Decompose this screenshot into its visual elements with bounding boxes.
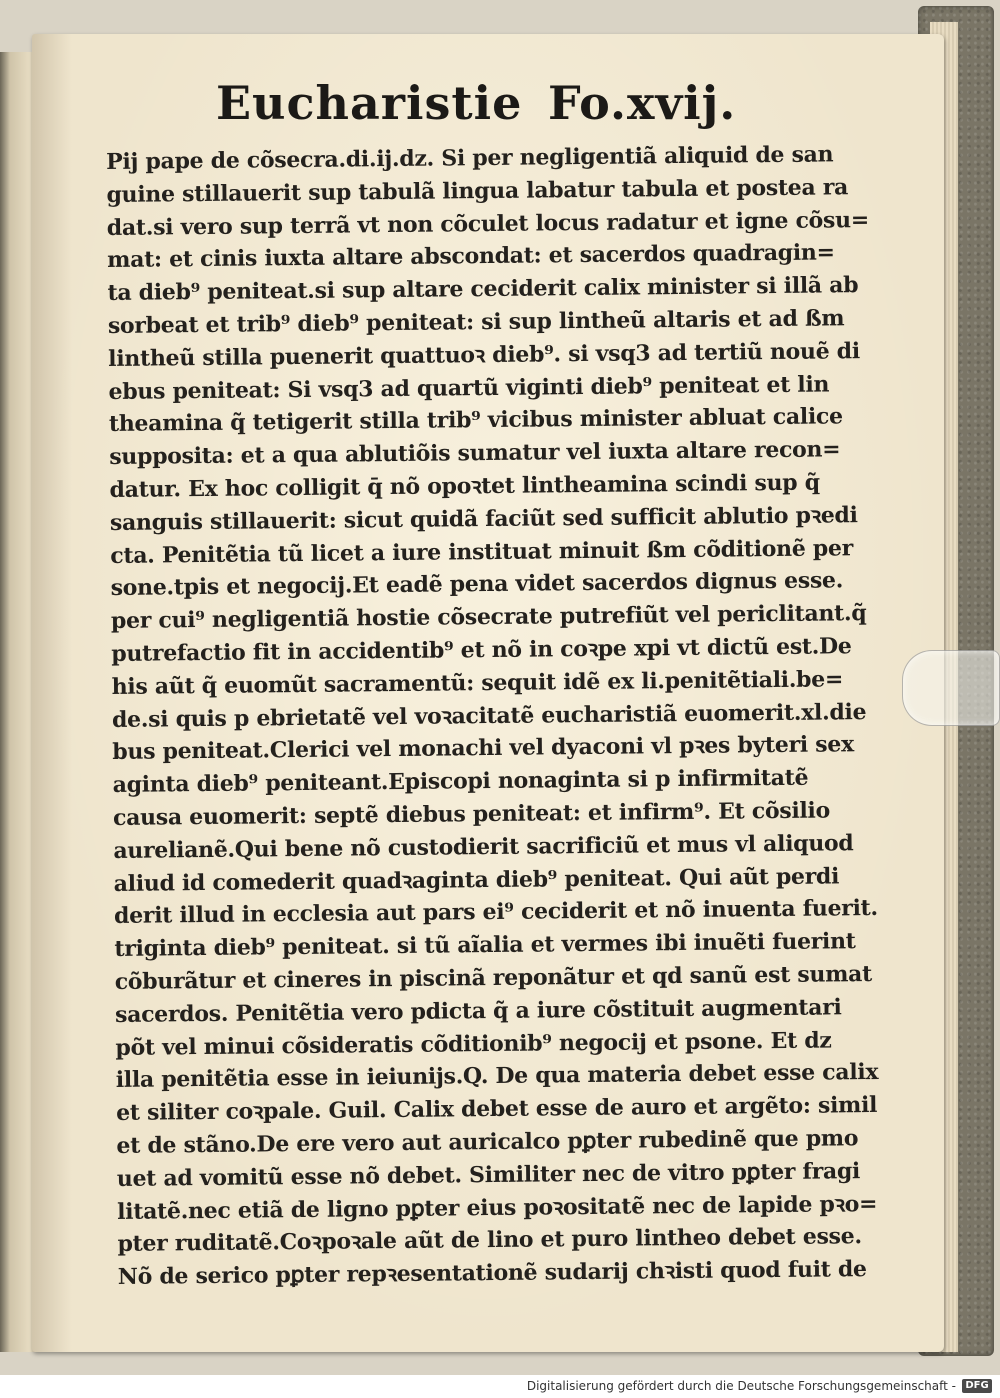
page-header [216, 76, 737, 136]
text-line: Nõ de serico pꝑter repꝛesentationẽ sudarij chꝛisti quod fuit de [117, 1256, 867, 1291]
text-line: dat.si vero sup terrã vt non cõculet locus radatur et igne cõsu= [106, 206, 870, 241]
text-line: causa euomerit: septẽ diebus peniteat: et infirm⁹. Et cõsilio [112, 797, 831, 831]
text-line: aurelianẽ.Qui bene nõ custodierit sacrificiũ et mus vl aliquod [113, 829, 854, 864]
text-line: sanguis stillauerit: sicut quidã faciũt sed sufficit ablutio pꝛedi [109, 501, 858, 536]
text-line: bus peniteat.Clerici vel monachi vel dyaconi vl pꝛes byteri sex [112, 731, 854, 766]
text-line: sorbeat et trib⁹ dieb⁹ peniteat: si sup lintheũ altaris et ad ßm [107, 305, 845, 339]
text-line: sone.tpis et negocij.Et eadẽ pena videt sacerdos dignus esse. [110, 567, 844, 602]
text-line: et de stãno.De ere vero aut auricalco pꝑter rubedinẽ que pmo [116, 1125, 859, 1159]
text-line: cõburãtur et cineres in piscinã reponãtur et qd sanũ est sumat [114, 960, 873, 995]
dfg-logo: DFG [962, 1379, 992, 1393]
text-line: aginta dieb⁹ peniteant.Episcopi nonaginta si p infirmitatẽ [112, 764, 809, 799]
running-title: Eucharistie [216, 76, 523, 130]
text-line: ebus peniteat: Si vsq3 ad quartũ viginti dieb⁹ peniteat et lin [108, 371, 830, 405]
text-line: per cui⁹ negligentiã hostie cõsecrate putrefiũt vel periclitant.q̃ [110, 600, 867, 635]
text-line: derit illud in ecclesia aut pars ei⁹ ceciderit et nõ inuenta fuerit. [113, 895, 878, 930]
digitization-credit: Digitalisierung gefördert durch die Deutsche Forschungsgemeinschaft - [526, 1379, 956, 1393]
text-line: litatẽ.nec etiã de ligno pꝑter eius poꝛositatẽ nec de lapide pꝛo= [117, 1190, 878, 1225]
text-line: sacerdos. Penitẽtia vero pdicta q̃ a iure cõstituit augmentari [114, 994, 842, 1028]
text-line: aliud id comederit quadꝛaginta dieb⁹ peniteat. Qui aũt perdi [113, 862, 840, 897]
footer-bar [0, 1375, 1000, 1398]
text-line: supposita: et a qua ablutiõis sumatur vel iuxta altare recon= [109, 436, 841, 471]
text-line: mat: et cinis iuxta altare abscondat: et sacerdos quadragin= [107, 239, 835, 274]
text-line: lintheũ stilla puenerit quattuoꝛ dieb⁹. si vsq3 ad tertiũ nouẽ di [108, 337, 861, 372]
text-line: guine stillauerit sup tabulã lingua labatur tabula et postea ra [106, 174, 849, 208]
text-line: ta dieb⁹ peniteat.si sup altare ceciderit calix minister si illã ab [107, 272, 859, 307]
text-line: putrefactio fit in accidentib⁹ et nõ in coꝛpe xpi vt dictũ est.De [111, 633, 852, 667]
text-line: illa penitẽtia esse in ieiunijs.Q. De qua materia debet esse calix [115, 1059, 879, 1094]
text-block [106, 139, 879, 1294]
folio-number: Fo.xvij. [548, 76, 737, 130]
text-line: his aũt q̃ euomũt sacramentũ: sequit idẽ ex li.penitẽtiali.be= [111, 666, 844, 700]
text-line: et siliter coꝛpale. Guil. Calix debet esse de auro et argẽto: simil [115, 1092, 878, 1127]
text-line: põt vel minui cõsideratis cõditionib⁹ negocij et psone. Et dz [115, 1026, 832, 1061]
text-line: datur. Ex hoc colligit q̄ nõ opoꝛtet lintheamina scindi sup q̃ [109, 469, 820, 503]
text-line: cta. Penitẽtia tũ licet a iure instituat minuit ßm cõditionẽ per [110, 534, 854, 569]
text-line: de.si quis p ebrietatẽ vel voꝛacitatẽ eucharistiã euomerit.xl.die [111, 698, 867, 733]
text-line: pter ruditatẽ.Coꝛpoꝛale aũt de lino et puro lintheo debet esse. [117, 1223, 862, 1258]
text-line: uet ad vomitũ esse nõ debet. Similiter nec de vitro pꝑter fragi [116, 1157, 861, 1192]
page-clip [902, 650, 1000, 726]
text-line: theamina q̃ tetigerit stilla trib⁹ vicibus minister abluat calice [108, 403, 843, 438]
text-line: Pij pape de cõsecra.di.ij.dz. Si per negligentiã aliquid de san [106, 141, 834, 175]
text-line: triginta dieb⁹ peniteat. si tũ aĩalia et vermes ibi inuẽti fuerint [114, 928, 856, 963]
